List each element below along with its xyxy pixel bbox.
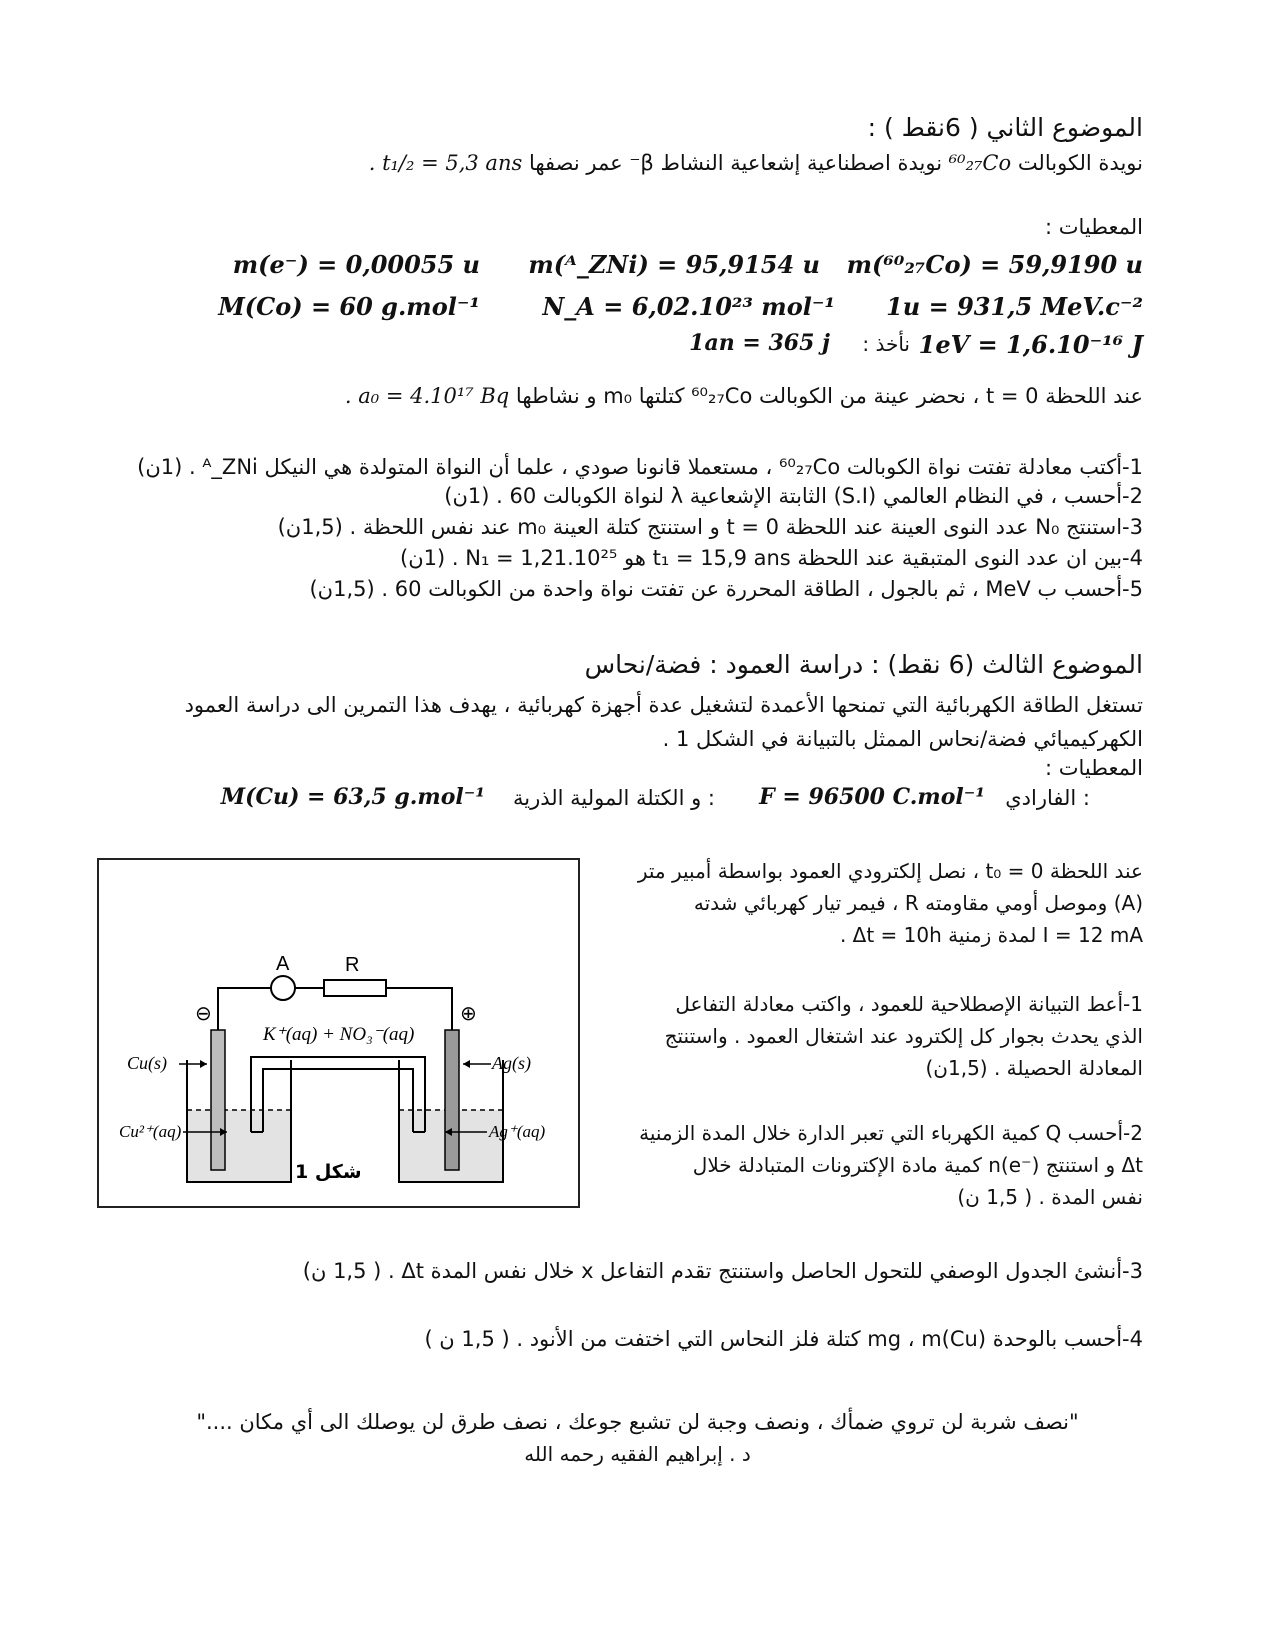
closing-quote: "نصف شربة لن تروي ضمأك ، ونصف وجبة لن تشبع جوعك ، نصف طرق لن يوصلك الى أي مكان ...." bbox=[196, 1410, 1079, 1434]
molar-mass-label: و الكتلة المولية الذرية : bbox=[512, 786, 715, 810]
ammeter-label: A bbox=[276, 953, 290, 975]
molar-mass-value: M(Cu) = 63,5 g.mol⁻¹ bbox=[220, 784, 485, 810]
setup-line: عند اللحظة t₀ = 0 ، نصل إلكترودي العمود بواسطة أمبير متر bbox=[637, 859, 1143, 883]
data-take-label: نأخذ : bbox=[862, 332, 910, 356]
cell-question-4: 4-أحسب بالوحدة mg ، m(Cu) كتلة فلز النحاس التي اختفت من الأنود . ( 1,5 ن ) bbox=[424, 1327, 1143, 1351]
positive-pole-icon: ⊕ bbox=[460, 1001, 477, 1025]
intro-halflife: t₁/₂ = 5,3 ans . bbox=[368, 151, 523, 175]
data-avogadro: N_A = 6,02.10²³ mol⁻¹ bbox=[542, 292, 835, 321]
data-electron-mass: m(e⁻) = 0,00055 u bbox=[232, 250, 480, 279]
topic2-intro bbox=[82, 148, 1143, 178]
left-solution bbox=[188, 1110, 290, 1181]
setup-line: (A) وموصل أومي مقاومته R ، فيمر تيار كهربائي شدته bbox=[693, 891, 1143, 915]
question-4: 4-بين ان عدد النوى المتبقية عند اللحظة t₁ = 15,9 ans هو N₁ = 1,21.10²⁵ . (1ن) bbox=[400, 546, 1143, 570]
data-year: 1an = 365 j bbox=[689, 330, 830, 356]
cell-question-3: 3-أنشئ الجدول الوصفي للتحول الحاصل واستنتج تقدم التفاعل x خلال نفس المدة Δt . ( 1,5 ن) bbox=[302, 1259, 1143, 1283]
bridge-ions-label: K⁺(aq) + NO₃⁻(aq) bbox=[263, 1024, 415, 1045]
silver-ion-label: Ag⁺(aq) bbox=[489, 1122, 546, 1141]
topic2-initial bbox=[82, 381, 1143, 411]
topic2-title: الموضوع الثاني ( 6نقط ) : bbox=[867, 113, 1143, 142]
copper-ion-label: Cu²⁺(aq) bbox=[119, 1122, 182, 1141]
question-1: 1-أكتب معادلة تفتت نواة الكوبالت ⁶⁰₂₇Co ، مستعملا قانونا صودي ، علما أن النواة المتولدة هي النيكل ᴬ_ZNi . (1ن) bbox=[137, 455, 1143, 479]
data-ni-mass: m(ᴬ_ZNi) = 95,9154 u bbox=[528, 250, 820, 279]
silver-solid-label: Ag(s) bbox=[492, 1053, 531, 1073]
topic2-data-heading: المعطيات : bbox=[1045, 215, 1143, 239]
resistor-label: R bbox=[345, 954, 360, 976]
copper-electrode bbox=[211, 1030, 225, 1170]
q2-line: 2-أحسب Q كمية الكهرباء التي تعبر الدارة خلال المدة الزمنية bbox=[639, 1121, 1143, 1145]
setup-line: I = 12 mA لمدة زمنية Δt = 10h . bbox=[839, 923, 1143, 947]
initial-text: عند اللحظة t = 0 ، نحضر عينة من الكوبالت ⁶⁰₂₇Co كتلتها m₀ و نشاطها bbox=[515, 384, 1143, 408]
data-ev: 1eV = 1,6.10⁻¹⁶ J bbox=[918, 330, 1143, 359]
resistor-symbol bbox=[324, 980, 386, 996]
copper-solid-label: Cu(s) bbox=[127, 1053, 167, 1073]
q2-line: نفس المدة . ( 1,5 ن) bbox=[957, 1185, 1143, 1209]
intro-nucleus: ⁶⁰₂₇Co bbox=[948, 151, 1012, 175]
setup-paragraph bbox=[583, 855, 1143, 951]
cell-question-2 bbox=[583, 1117, 1143, 1213]
intro-text: نويدة الكوبالت bbox=[1017, 151, 1143, 175]
topic3-intro-line1: تستغل الطاقة الكهربائية التي تمنحها الأعمدة لتشغيل عدة أجهزة كهربائية ، يهدف هذا التمرين الى دراسة العمود bbox=[184, 693, 1143, 717]
q1-line: 1-أعط التبيانة الإصطلاحية للعمود ، واكتب معادلة التفاعل bbox=[675, 992, 1143, 1016]
figure-caption: شكل 1 bbox=[295, 1161, 362, 1183]
q1-line: المعادلة الحصيلة . (1,5ن) bbox=[925, 1056, 1143, 1080]
topic3-title: الموضوع الثالث (6 نقط) : دراسة العمود : فضة/نحاس bbox=[584, 650, 1143, 679]
faraday-label: الفارادي : bbox=[1005, 786, 1090, 810]
quote-author: د . إبراهيم الفقيه رحمه الله bbox=[524, 1442, 751, 1466]
intro-rest: نويدة اصطناعية إشعاعية النشاط β⁻ عمر نصفها bbox=[528, 151, 943, 175]
data-u-energy: 1u = 931,5 MeV.c⁻² bbox=[886, 292, 1143, 321]
faraday-value: F = 96500 C.mol⁻¹ bbox=[759, 784, 985, 810]
silver-electrode bbox=[445, 1030, 459, 1170]
question-2: 2-أحسب ، في النظام العالمي (S.I) الثابتة الإشعاعية λ لنواة الكوبالت 60 . (1ن) bbox=[444, 484, 1143, 508]
question-5: 5-أحسب ب MeV ، ثم بالجول ، الطاقة المحررة عن تفتت نواة واحدة من الكوبالت 60 . (1,5ن) bbox=[309, 577, 1143, 601]
data-co-mass: m(⁶⁰₂₇Co) = 59,9190 u bbox=[846, 250, 1143, 279]
figure-1-cell-diagram bbox=[97, 858, 580, 1208]
q2-line: Δt و استنتج n(e⁻) كمية مادة الإكترونات المتبادلة خلال bbox=[692, 1153, 1143, 1177]
negative-pole-icon: ⊖ bbox=[195, 1001, 212, 1025]
question-3: 3-استنتج N₀ عدد النوى العينة عند اللحظة t = 0 و استنتج كتلة العينة m₀ عند نفس اللحظة . (1,5ن) bbox=[277, 515, 1143, 539]
ammeter-symbol bbox=[271, 976, 295, 1000]
q1-line: الذي يحدث بجوار كل إلكترود عند اشتغال العمود . واستنتج bbox=[664, 1024, 1143, 1048]
initial-activity: a₀ = 4.10¹⁷ Bq . bbox=[344, 384, 510, 408]
cell-question-1 bbox=[583, 988, 1143, 1084]
topic3-data-heading: المعطيات : bbox=[1045, 756, 1143, 780]
topic3-intro-line2: الكهركيميائي فضة/نحاس الممثل بالتبيانة في الشكل 1 . bbox=[662, 727, 1143, 751]
data-molar-co: M(Co) = 60 g.mol⁻¹ bbox=[218, 292, 480, 321]
